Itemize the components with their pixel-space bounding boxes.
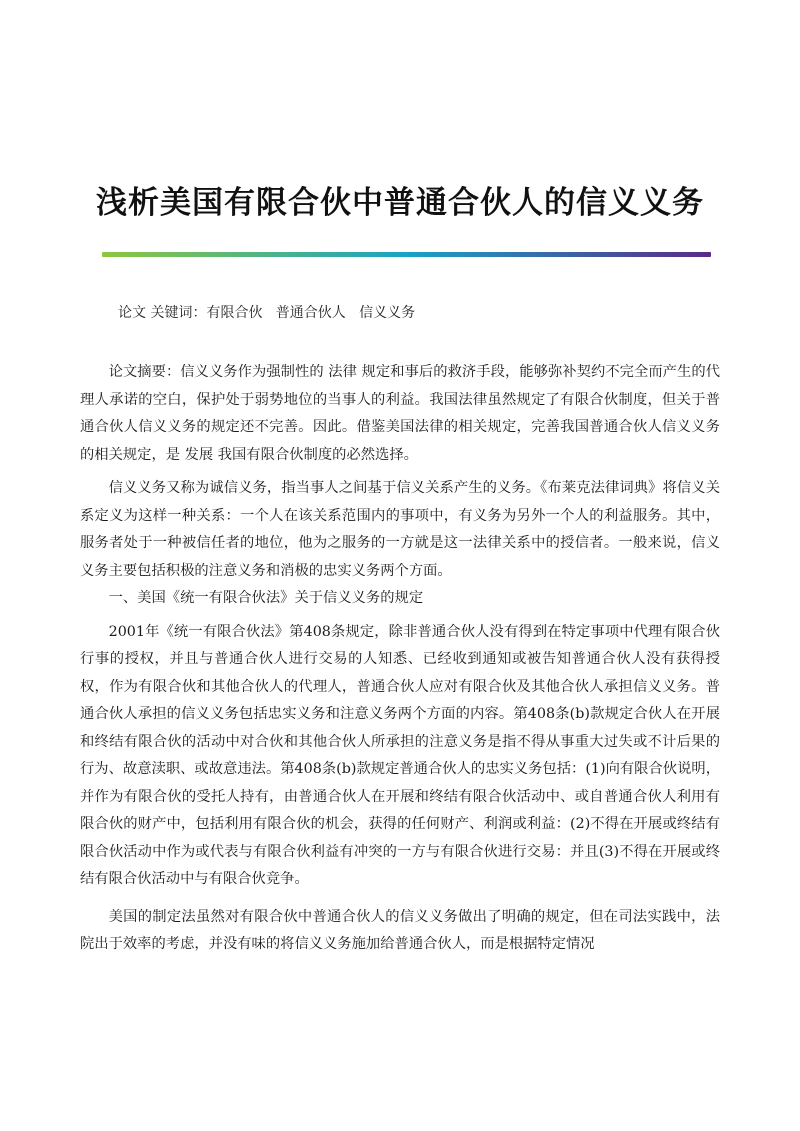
section-heading: 一、美国《统一有限合伙法》关于信义义务的规定 <box>108 590 424 606</box>
body-paragraph: 信义义务又称为诚信义务，指当事人之间基于信义关系产生的义务。《布莱克法律词典》将信义关系定义为这样一种关系：一个人在该关系范围内的事项中，有义务为另外一个人的利益服务。其中，服务者处于一种被信任者的地位，他为之服务的一方就是这一法律关系中的授信者。一般来说，信义义务主要包括积极的注意义务和消极的忠实义务两个方面。 <box>80 480 720 579</box>
document-title: 浅析美国有限合伙中普通合伙人的信义义务 <box>96 184 704 221</box>
body-paragraph: 2001年《统一有限合伙法》第408条规定，除非普通合伙人没有得到在特定事项中代理有限合伙行事的授权，并且与普通合伙人进行交易的人知悉、已经收到通知或被告知普通合伙人没有获得授权，作为有限合伙和其他合伙人的代理人，普通合伙人应对有限合伙及其他合伙人承担信义义务。普通合伙人承担的信义义务包括忠实义务和注意义务两个方面的内容。第408条(b)款规定合伙人在开展和终结有限合伙的活动中对合伙和其他合伙人所承担的注意义务是指不得从事重大过失或不计后果的行为、故意渎职、或故意违法。第408条(b)款规定普通合伙人的忠实义务包括：(1)向有限合伙说明，并作为有限合伙的受托人持有，由普通合伙人在开展和终结有限合伙活动中、或自普通合伙人利用有限合伙的财产中，包括利用有限合伙的机会，获得的任何财产、利润或利益：(2)不得在开展或终结有限合伙活动中作为或代表与有限合伙利益有冲突的一方与有限合伙进行交易：并且(3)不得在开展或终结有限合伙活动中与有限合伙竞争。 <box>80 623 720 887</box>
keywords-line: 论文 关键词：有限合伙 普通合伙人 信义义务 <box>118 305 416 321</box>
body-paragraph: 美国的制定法虽然对有限合伙中普通合伙人的信义义务做出了明确的规定，但在司法实践中，法院出于效率的考虑，并没有味的将信义义务施加给普通合伙人，而是根据特定情况 <box>80 908 720 952</box>
abstract-paragraph: 论文摘要：信义义务作为强制性的 法律 规定和事后的救济手段，能够弥补契约不完全而产生的代理人承诺的空白，保护处于弱势地位的当事人的利益。我国法律虽然规定了有限合伙制度，但关于普通合伙人信义义务的规定还不完善。因此。借鉴美国法律的相关规定，完善我国普通合伙人信义义务的相关规定，是 发展 我国有限合伙制度的必然选择。 <box>80 364 720 463</box>
document-body <box>80 359 720 959</box>
title-gradient-rule <box>102 252 711 257</box>
